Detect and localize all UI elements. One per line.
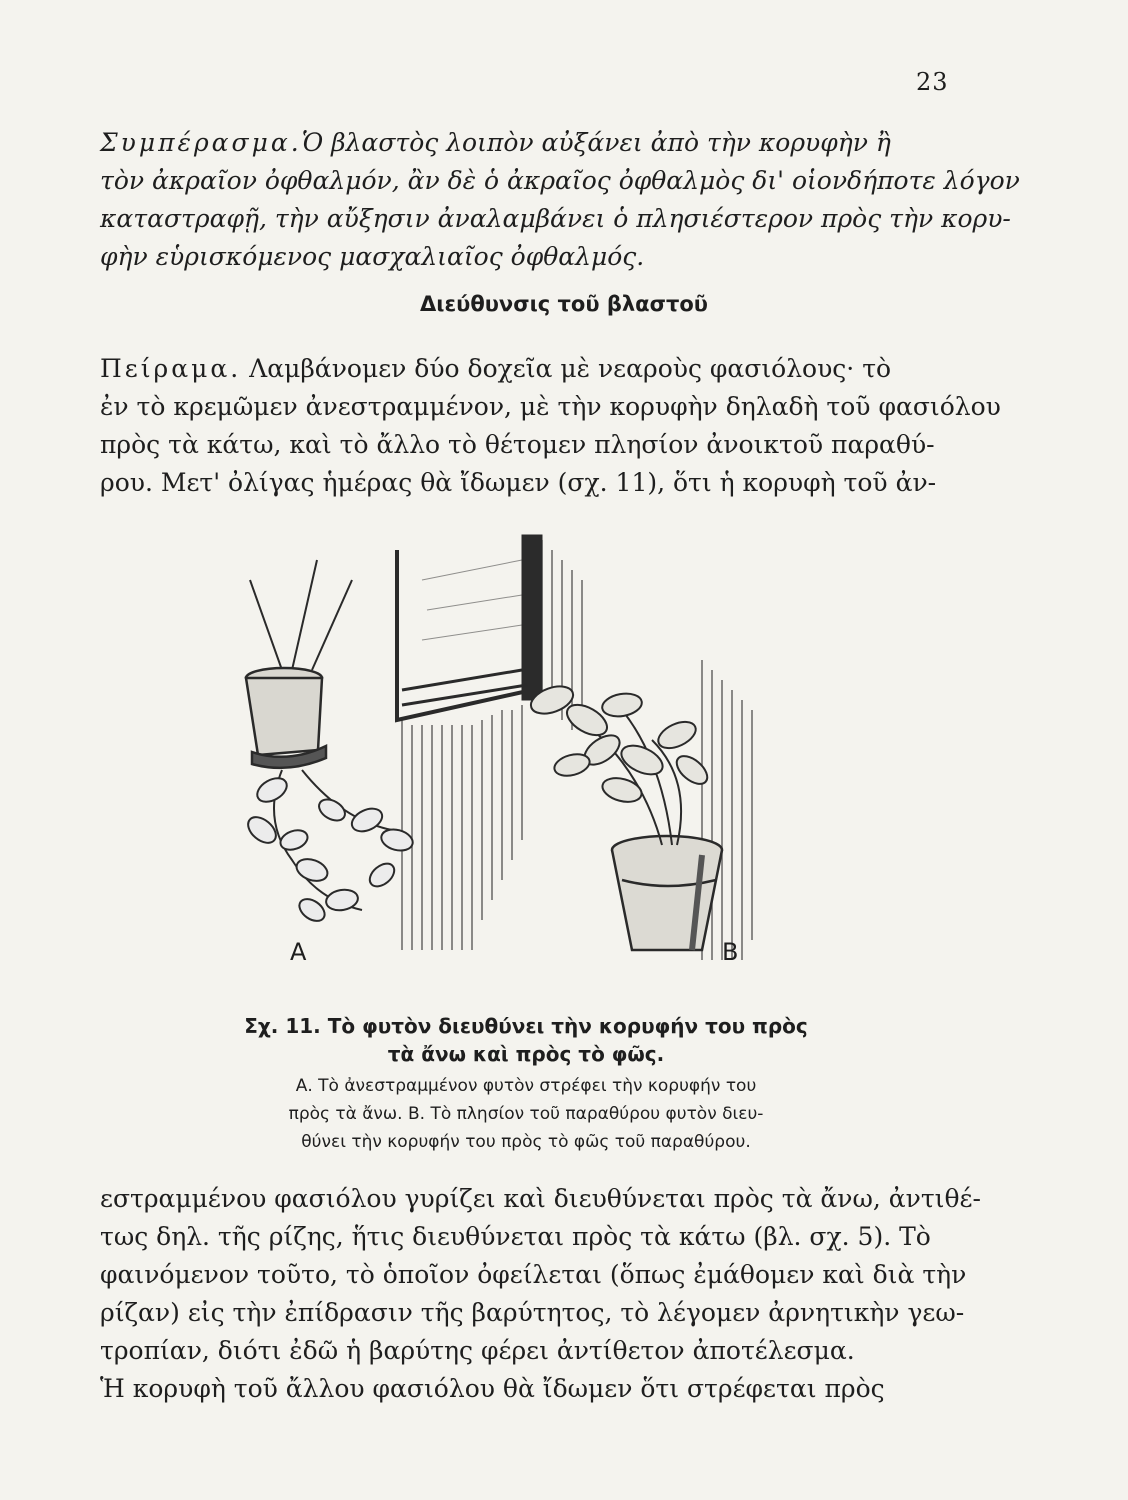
hanging-pot bbox=[246, 668, 326, 768]
experiment-text-1: Λαμβάνομεν δύο δοχεῖα μὲ νεαροὺς φασιόλους· τὸ bbox=[249, 354, 892, 383]
continuation-line-3: φαινόμενον τοῦτο, τὸ ὁποῖον ὀφείλεται (ὅπως ἐμάθομεν καὶ διὰ τὴν bbox=[100, 1260, 967, 1289]
figure-caption-title bbox=[216, 1012, 836, 1068]
caption-line-2: πρὸς τὰ ἄνω. Β. Τὸ πλησίον τοῦ παραθύρου φυτὸν διευ- bbox=[288, 1104, 764, 1124]
figure-illustration bbox=[222, 520, 822, 975]
caption-line-1: Α. Τὸ ἀνεστραμμένον φυτὸν στρέφει τὴν κορυφήν του bbox=[295, 1076, 757, 1096]
plant-a-leaves bbox=[243, 770, 415, 925]
continuation-line-5: τροπίαν, διότι ἐδῶ ἡ βαρύτης φέρει ἀντίθετον ἀποτέλεσμα. bbox=[100, 1336, 855, 1365]
window-pot bbox=[612, 836, 722, 950]
continuation-line-2: τως δηλ. τῆς ρίζης, ἥτις διευθύνεται πρὸς τὰ κάτω (βλ. σχ. 5). Τὸ bbox=[100, 1222, 931, 1251]
page-number: 23 bbox=[916, 68, 949, 96]
figure-caption bbox=[236, 1072, 816, 1156]
conclusion-line-3: καταστραφῇ, τὴν αὔξησιν ἀναλαμβάνει ὁ πλησιέστερον πρὸς τὴν κορυ- bbox=[100, 204, 1011, 233]
label-a: A bbox=[290, 938, 307, 966]
caption-title-line-1: Σχ. 11. Τὸ φυτὸν διευθύνει τὴν κορυφήν του πρὸς bbox=[244, 1014, 808, 1038]
experiment-label: Πείραμα. bbox=[100, 354, 242, 383]
continuation-line-1: εστραμμένου φασιόλου γυρίζει καὶ διευθύνεται πρὸς τὰ ἄνω, ἀντιθέ- bbox=[100, 1184, 981, 1213]
label-b: B bbox=[722, 938, 739, 966]
conclusion-label: Συμπέρασμα. bbox=[100, 128, 302, 157]
section-heading: Διεύθυνσις τοῦ βλαστοῦ bbox=[420, 292, 708, 316]
continuation-line-6: Ἡ κορυφὴ τοῦ ἄλλου φασιόλου θὰ ἴδωμεν ὅτι στρέφεται πρὸς bbox=[100, 1374, 885, 1403]
experiment-line-4: ρου. Μετ' ὀλίγας ἡμέρας θὰ ἴδωμεν (σχ. 11), ὅτι ἡ κορυφὴ τοῦ ἀν- bbox=[100, 468, 937, 497]
caption-title-line-2: τὰ ἄνω καὶ πρὸς τὸ φῶς. bbox=[387, 1042, 665, 1066]
hanging-ropes bbox=[250, 560, 352, 670]
experiment-line-2: ἐν τὸ κρεμῶμεν ἀνεστραμμένον, μὲ τὴν κορυφὴν δηλαδὴ τοῦ φασιόλου bbox=[100, 392, 1001, 421]
continuation-paragraph bbox=[100, 1180, 981, 1408]
continuation-line-4: ρίζαν) εἰς τὴν ἐπίδρασιν τῆς βαρύτητος, τὸ λέγομεν ἀρνητικὴν γεω- bbox=[100, 1298, 965, 1327]
conclusion-text-1: Ὁ βλαστὸς λοιπὸν αὐξάνει ἀπὸ τὴν κορυφὴν ἢ bbox=[301, 128, 891, 157]
plant-illustration bbox=[222, 520, 822, 975]
experiment-line-1 bbox=[100, 350, 950, 388]
window-frame bbox=[397, 535, 542, 720]
conclusion-line-4: φὴν εὑρισκόμενος μασχαλιαῖος ὀφθαλμός. bbox=[100, 242, 645, 271]
plant-b-leaves bbox=[527, 681, 712, 845]
conclusion-line-1 bbox=[100, 124, 950, 162]
experiment-line-3: πρὸς τὰ κάτω, καὶ τὸ ἄλλο τὸ θέτομεν πλησίον ἀνοικτοῦ παραθύ- bbox=[100, 430, 935, 459]
conclusion-paragraph bbox=[100, 124, 1020, 276]
conclusion-line-2: τὸν ἀκραῖον ὀφθαλμόν, ἂν δὲ ὁ ἀκραῖος ὀφθαλμὸς δι' οἱονδήποτε λόγον bbox=[100, 166, 1020, 195]
caption-line-3: θύνει τὴν κορυφήν του πρὸς τὸ φῶς τοῦ παραθύρου. bbox=[301, 1132, 751, 1152]
experiment-paragraph bbox=[100, 350, 1001, 502]
